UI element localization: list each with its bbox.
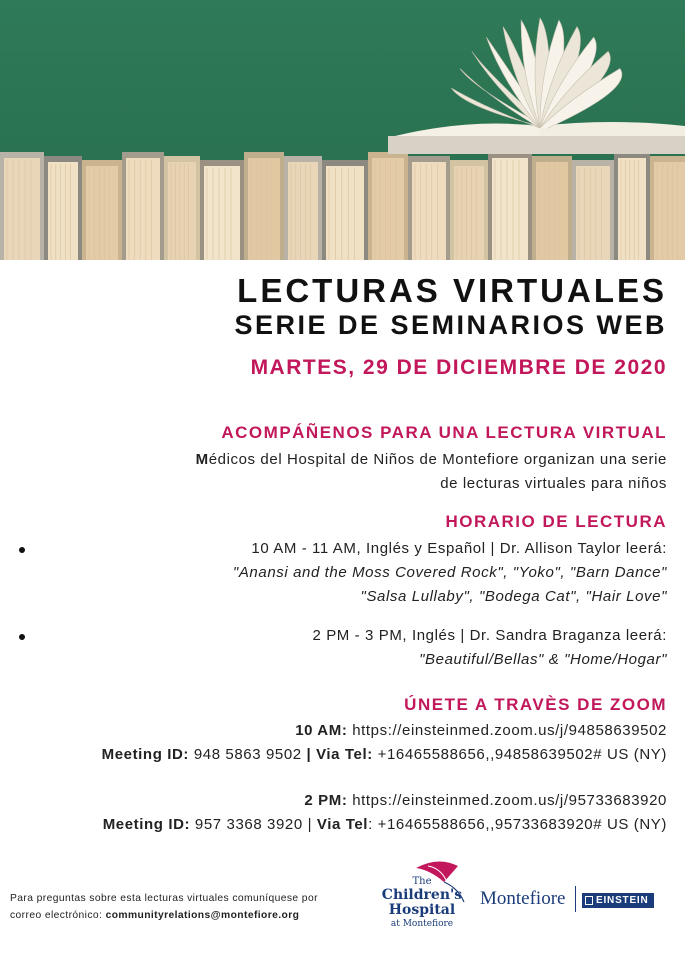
book-pages <box>48 162 78 260</box>
intro-line-2: de lecturas virtuales para niños <box>440 475 667 492</box>
einstein-wordmark: EINSTEIN <box>596 895 649 906</box>
book-pages <box>654 162 685 260</box>
books-illustration <box>0 0 685 260</box>
zoom-session-2-tel-colon: : <box>368 816 373 833</box>
zoom-session-2-separator: | <box>307 816 313 833</box>
zoom-session-1-url[interactable]: https://einsteinmed.zoom.us/j/94858639502 <box>352 722 667 739</box>
logo-divider <box>575 886 576 912</box>
event-date: MARTES, 29 DE DICIEMBRE DE 2020 <box>250 356 667 379</box>
childrens-hospital-wordmark <box>376 876 468 930</box>
intro-heading: ACOMPÁÑENOS PARA UNA LECTURA VIRTUAL <box>221 423 667 442</box>
zoom-session-2-url[interactable]: https://einsteinmed.zoom.us/j/95733683920 <box>352 792 667 809</box>
book-pages <box>288 162 318 260</box>
bullet-icon <box>19 634 25 640</box>
zoom-session-2-link-line <box>304 792 667 809</box>
open-book-right-page <box>540 122 685 136</box>
zoom-session-2-meeting-label: Meeting ID: <box>102 816 191 833</box>
schedule-item-2-line-2: "Beautiful/Bellas" & "Home/Hogar" <box>419 651 667 668</box>
schedule-item-1-line-1: 10 AM - 11 AM, Inglés y Español | Dr. Allison Taylor leerá: <box>251 540 667 557</box>
book-pages <box>204 166 240 260</box>
intro-line-1-lead: M <box>195 451 209 468</box>
montefiore-logo: Montefiore <box>480 888 566 909</box>
zoom-session-2-tel-label: Via Tel <box>316 816 369 833</box>
contact-info <box>10 890 318 924</box>
einstein-logo <box>582 893 654 908</box>
open-book <box>388 18 685 154</box>
contact-email-link[interactable]: communityrelations@montefiore.org <box>105 910 300 921</box>
zoom-session-1-time: 10 AM: <box>295 722 348 739</box>
page-title: LECTURAS VIRTUALES <box>237 272 667 309</box>
zoom-session-1-link-line <box>295 722 667 739</box>
schedule-heading: HORARIO DE LECTURA <box>445 512 667 531</box>
book-pages <box>412 162 446 260</box>
book-pages <box>326 166 364 260</box>
zoom-session-1-tel-label: Via Tel: <box>316 746 373 763</box>
book-pages <box>168 162 196 260</box>
contact-line-1: Para preguntas sobre esta lecturas virtuales comuníquese por <box>10 893 318 904</box>
contact-email-prefix: correo electrónico: <box>10 910 106 921</box>
einstein-mark-icon <box>585 896 593 905</box>
book-row <box>0 152 685 260</box>
book-pages <box>248 158 280 260</box>
book-pages <box>492 158 528 260</box>
zoom-session-1-meeting-id: 948 5863 9502 <box>193 746 302 763</box>
childrens-hospital-logo <box>368 858 480 930</box>
intro-line-1 <box>196 451 667 468</box>
hero-image <box>0 0 685 260</box>
chm-line-2a: Children's <box>381 887 463 903</box>
zoom-session-1-separator: | <box>306 746 312 763</box>
open-book-left-page <box>395 124 540 136</box>
book-pages <box>454 166 484 260</box>
zoom-session-1-meeting-line <box>102 746 667 763</box>
zoom-heading: ÚNETE A TRAVÈS DE ZOOM <box>404 695 667 714</box>
schedule-item-1-line-3: "Salsa Lullaby", "Bodega Cat", "Hair Love" <box>360 588 667 605</box>
book-pages <box>536 162 568 260</box>
zoom-session-2-meeting-id: 957 3368 3920 <box>194 816 303 833</box>
zoom-session-1-meeting-label: Meeting ID: <box>101 746 190 763</box>
page-subtitle: SERIE DE SEMINARIOS WEB <box>234 310 667 340</box>
book-pages <box>86 166 118 260</box>
schedule-item-1-line-2: "Anansi and the Moss Covered Rock", "Yoko", "Barn Dance" <box>232 564 667 581</box>
contact-line-2 <box>10 907 318 924</box>
book-pages <box>372 158 404 260</box>
chm-line-1: The <box>412 876 432 887</box>
bullet-icon <box>19 547 25 553</box>
chm-line-2b: Hospital <box>388 902 456 918</box>
open-book-base <box>388 136 685 154</box>
intro-line-1-rest: édicos del Hospital de Niños de Montefiore organizan una serie <box>208 451 667 468</box>
zoom-session-2-tel[interactable]: +16465588656,,95733683920# US (NY) <box>377 816 667 833</box>
book-pages <box>126 158 160 260</box>
book-pages <box>618 158 646 260</box>
zoom-session-1-tel[interactable]: +16465588656,,94858639502# US (NY) <box>377 746 667 763</box>
chm-line-3: at Montefiore <box>390 919 454 929</box>
zoom-session-2-meeting-line <box>103 816 667 833</box>
sponsor-logos <box>368 858 668 930</box>
book-pages <box>4 158 40 260</box>
schedule-item-2-line-1: 2 PM - 3 PM, Inglés | Dr. Sandra Braganza leerá: <box>312 627 667 644</box>
zoom-session-2-time: 2 PM: <box>304 792 348 809</box>
book-pages <box>576 166 610 260</box>
